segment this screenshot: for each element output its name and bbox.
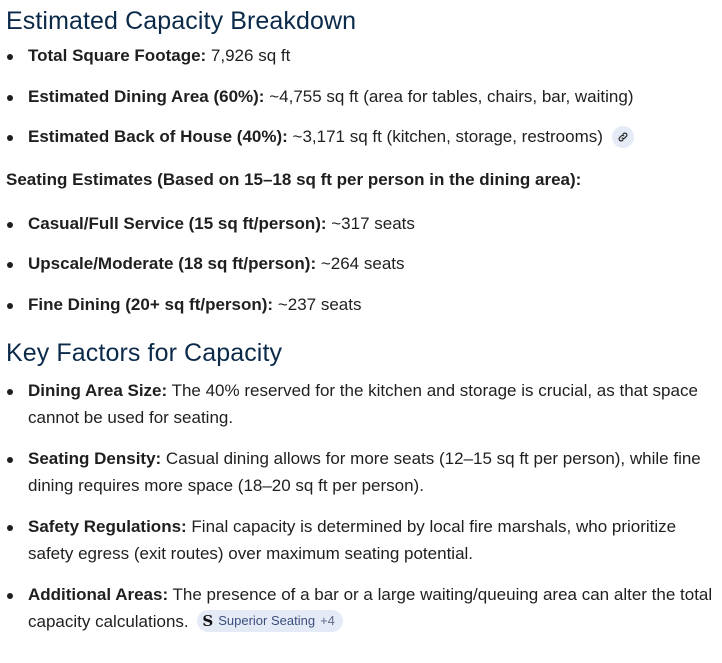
- factors-list: [6, 378, 718, 635]
- source-extra-count: +4: [320, 612, 335, 628]
- source-link-button[interactable]: [612, 126, 634, 148]
- seating-list: [6, 211, 718, 319]
- item-text: Final capacity is determined by local fire marshals, who prioritize safety egress (exit routes) over maximum seating potential.: [28, 517, 677, 563]
- list-item: [6, 292, 718, 319]
- item-text: The presence of a bar or a large waiting/queuing area can alter the total capacity calculations.: [28, 585, 713, 631]
- list-item: [6, 84, 718, 111]
- item-text: The 40% reserved for the kitchen and storage is crucial, as that space cannot be used for seating.: [28, 381, 698, 427]
- item-text: ~317 seats: [326, 213, 415, 233]
- bullet-icon: [7, 262, 13, 268]
- bullet-icon: [7, 54, 13, 60]
- item-text: Casual dining allows for more seats (12–15 sq ft per person), while fine dining requires more space (18–20 sq ft per person).: [28, 449, 701, 495]
- seating-intro: Seating Estimates (Based on 15–18 sq ft per person in the dining area):: [6, 169, 582, 189]
- source-chip-button[interactable]: [197, 610, 343, 632]
- item-label: Fine Dining (20+ sq ft/person):: [28, 294, 274, 314]
- bullet-icon: [7, 95, 13, 101]
- link-icon: [617, 131, 629, 143]
- list-item: [6, 514, 718, 567]
- list-item: [6, 582, 718, 635]
- bullet-icon: [7, 389, 13, 395]
- item-text: ~237 seats: [273, 294, 362, 314]
- bullet-icon: [7, 303, 13, 309]
- list-item: [6, 378, 718, 431]
- item-label: Estimated Back of House (40%):: [28, 127, 288, 146]
- item-text: ~3,171 sq ft (kitchen, storage, restrooms): [287, 127, 603, 146]
- list-item: [6, 251, 718, 278]
- item-label: Additional Areas:: [28, 585, 169, 604]
- list-item: [6, 43, 718, 70]
- list-item: [6, 124, 718, 151]
- item-text: 7,926 sq ft: [206, 46, 291, 65]
- bullet-icon: [7, 222, 13, 228]
- list-item: [6, 446, 718, 499]
- response-content: [6, 0, 718, 635]
- source-logo-icon: S: [202, 611, 214, 630]
- item-label: Dining Area Size:: [28, 381, 168, 400]
- source-name: Superior Seating: [218, 612, 316, 628]
- item-text: ~4,755 sq ft (area for tables, chairs, bar, waiting): [264, 86, 634, 106]
- item-label: Seating Density:: [28, 449, 162, 468]
- capacity-heading: Estimated Capacity Breakdown: [6, 7, 357, 35]
- list-item: [6, 211, 718, 238]
- bullet-icon: [7, 457, 13, 463]
- bullet-icon: [7, 525, 13, 531]
- item-text: ~264 seats: [316, 254, 405, 273]
- capacity-list: [6, 43, 718, 151]
- bullet-icon: [7, 593, 13, 599]
- bullet-icon: [7, 135, 13, 141]
- item-label: Casual/Full Service (15 sq ft/person):: [28, 213, 327, 233]
- item-label: Total Square Footage:: [28, 46, 207, 65]
- item-label: Estimated Dining Area (60%):: [28, 86, 265, 106]
- item-label: Upscale/Moderate (18 sq ft/person):: [28, 254, 317, 273]
- item-label: Safety Regulations:: [28, 517, 187, 536]
- factors-heading: Key Factors for Capacity: [6, 339, 283, 367]
